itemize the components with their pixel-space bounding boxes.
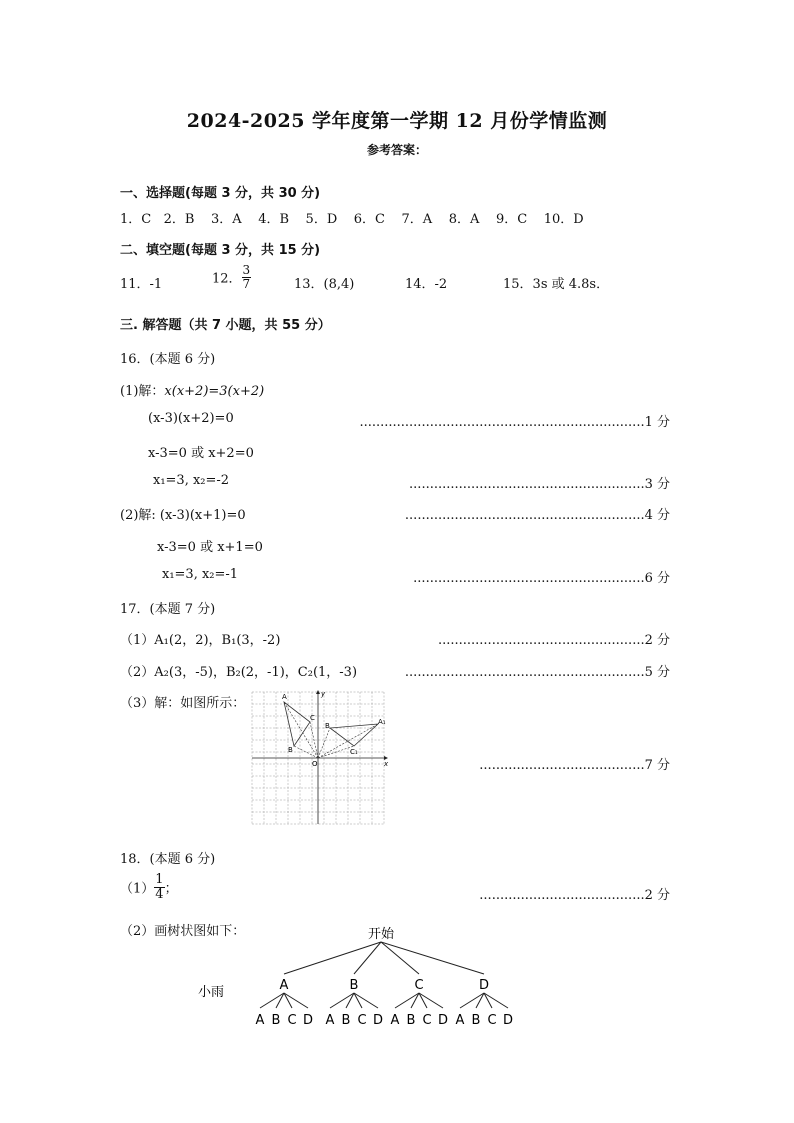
q12-answer — [212, 264, 251, 290]
point-label-c1: C₁ — [350, 748, 358, 756]
tree-nodes — [256, 978, 513, 1028]
mc-answers — [120, 208, 584, 227]
q16-part2: (2)解: (x-3)(x+1)=0 — [120, 508, 246, 523]
q16-part2-score: ..........................................................4 分 — [404, 508, 670, 523]
point-label-o: O — [312, 760, 318, 768]
point-label-a: A — [282, 693, 287, 701]
fraction-numerator: 3 — [242, 263, 251, 277]
q11-answer: 11．-1 — [120, 277, 163, 292]
tree-node-c: C — [414, 978, 424, 993]
tree-leaf: C — [422, 1013, 432, 1028]
q17-heading: 17．(本题 7 分) — [120, 602, 216, 617]
q12-label: 12． — [212, 271, 242, 287]
tree-leaf: D — [502, 1013, 514, 1028]
fraction-denominator: 4 — [155, 886, 164, 902]
q17-part1: （1）A₁(2，2)，B₁(3，-2) — [120, 633, 281, 648]
axis-label-x: x — [384, 760, 389, 768]
q16-step5-score: ........................................................6 分 — [413, 571, 670, 586]
section3-heading: 三. 解答题（共 7 小题，共 55 分） — [120, 318, 331, 333]
q18-part1-prefix: （1） — [120, 881, 155, 897]
fraction-denominator: 7 — [242, 276, 251, 291]
q13-answer: 13．(8,4) — [294, 277, 355, 292]
tree-node-d: D — [478, 978, 490, 993]
tree-leaf: A — [325, 1013, 335, 1028]
tree-leaf: D — [372, 1013, 384, 1028]
tree-leaf: B — [406, 1013, 416, 1028]
q16-part1-equation: x(x+2)=3(x+2) — [164, 384, 265, 399]
mc-answer: 6．C — [353, 212, 385, 227]
q18-part1-score: ........................................2 分 — [479, 888, 670, 903]
point-label-b: B — [288, 746, 293, 754]
q15-answer: 15．3s 或 4.8s． — [503, 277, 610, 292]
tree-leaf: B — [271, 1013, 281, 1028]
tree-leaf: A — [255, 1013, 265, 1028]
mc-answer: 10．D — [543, 212, 584, 227]
tree-leaf: B — [341, 1013, 351, 1028]
q18-part1-suffix: ； — [164, 881, 178, 897]
page-title: 2024-2025 学年度第一学期 12 月份学情监测 — [186, 110, 608, 132]
tree-row-label: 小雨 — [198, 985, 225, 1000]
q16-part1-prefix: (1)解： — [120, 384, 165, 399]
tree-branch — [284, 942, 381, 974]
section1-heading: 一、选择题(每题 3 分，共 30 分) — [120, 186, 321, 201]
tree-node-a: A — [279, 978, 289, 993]
tree-branch — [381, 942, 419, 974]
mc-answer: 4．B — [258, 212, 290, 227]
mc-answer: 8．A — [448, 212, 480, 227]
section2-heading: 二、填空题(每题 3 分，共 15 分) — [120, 243, 321, 258]
tree-branches — [260, 942, 508, 1008]
mc-answer: 7．A — [401, 212, 433, 227]
tree-leaf: C — [357, 1013, 367, 1028]
q17-part2: （2）A₂(3，-5)，B₂(2，-1)，C₂(1，-3) — [120, 665, 358, 680]
q18-heading: 18．(本题 6 分) — [120, 852, 216, 867]
q16-step3: x₁=3, x₂=-2 — [153, 473, 230, 488]
q18-part2: （2）画树状图如下： — [120, 924, 246, 939]
mc-answer: 5．D — [305, 212, 338, 227]
point-label-b1: B — [325, 722, 330, 730]
tree-leaf: C — [287, 1013, 297, 1028]
answer-key-subtitle: 参考答案： — [366, 143, 427, 157]
mc-answer: 1．C — [120, 212, 152, 227]
tree-branch — [381, 942, 484, 974]
q17-part2-score: ..........................................................5 分 — [404, 665, 670, 680]
tree-leaf: A — [455, 1013, 465, 1028]
mc-answer: 2．B — [163, 212, 195, 227]
tree-leaf: B — [471, 1013, 481, 1028]
q16-heading: 16．(本题 6 分) — [120, 352, 216, 367]
fraction-numerator: 1 — [155, 872, 164, 887]
q14-answer: 14．-2 — [405, 277, 448, 292]
triangle-a1b1c1 — [330, 724, 378, 746]
q16-step1-score: .....................................................................1 分 — [359, 415, 670, 430]
tree-node-b: B — [349, 978, 359, 993]
mc-answer: 3．A — [210, 212, 242, 227]
q16-part1 — [120, 380, 264, 399]
q16-step5: x₁=3, x₂=-1 — [162, 567, 239, 582]
coordinate-grid-figure — [250, 688, 400, 828]
tree-leaf: C — [487, 1013, 497, 1028]
axis-label-y: y — [321, 690, 326, 698]
tree-diagram — [190, 922, 540, 1032]
q16-step4: x-3=0 或 x+1=0 — [157, 540, 263, 555]
q18-fraction — [154, 873, 164, 901]
q16-step2: x-3=0 或 x+2=0 — [148, 446, 254, 461]
tree-root-label: 开始 — [367, 927, 395, 942]
q17-part3-score: ........................................7 分 — [479, 758, 670, 773]
mc-answer: 9．C — [495, 212, 528, 227]
q16-step3-score: .........................................................3 分 — [409, 477, 670, 492]
point-label-c: C — [310, 714, 315, 722]
q17-part3: （3）解：如图所示： — [120, 696, 246, 711]
q16-step1: (x-3)(x+2)=0 — [148, 411, 234, 426]
tree-leaf: A — [390, 1013, 400, 1028]
q17-part1-score: ..................................................2 分 — [437, 633, 670, 648]
point-label-a1: A₁ — [378, 718, 386, 726]
q18-part1 — [120, 873, 178, 901]
tree-leaf: D — [437, 1013, 449, 1028]
tree-leaf: D — [302, 1013, 314, 1028]
q12-fraction — [242, 264, 252, 290]
